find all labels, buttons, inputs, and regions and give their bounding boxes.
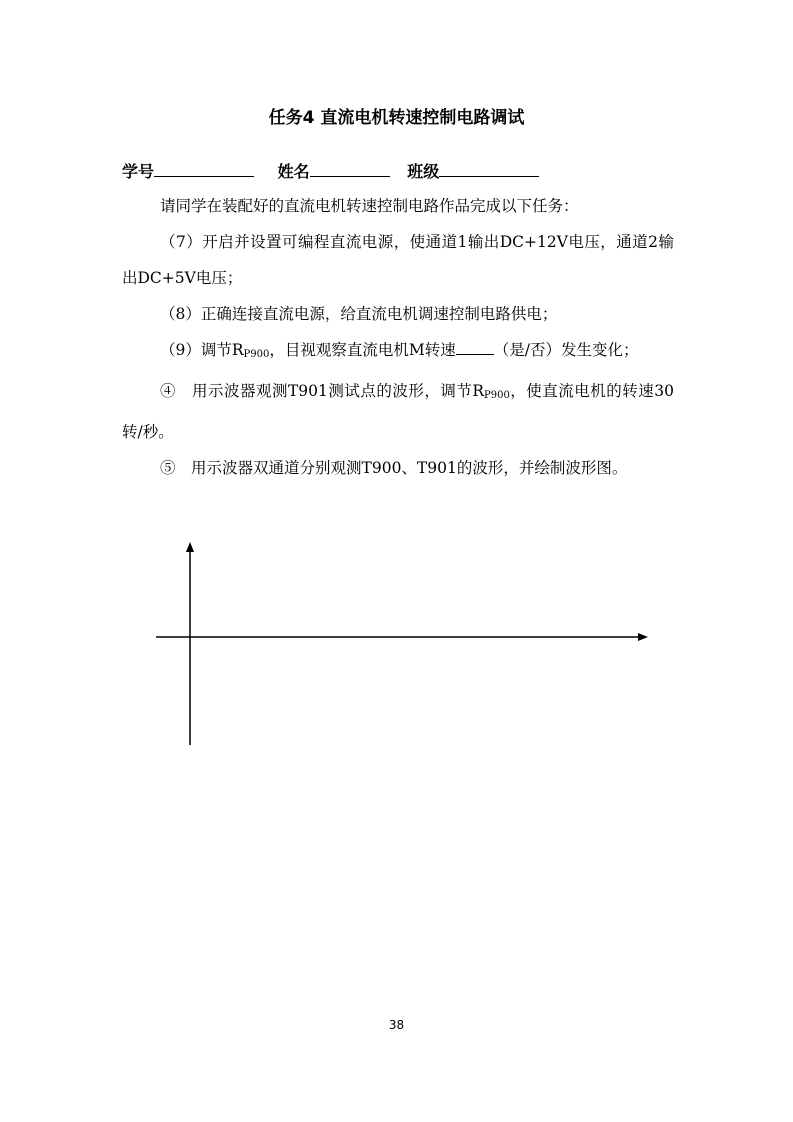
name-field — [278, 156, 390, 186]
task-item-circled-4 — [122, 373, 674, 450]
x-axis-arrow-icon — [638, 633, 648, 641]
item9-text-middle: ，目视观察直流电机M转速 — [269, 341, 456, 359]
document-title: 任务4 直流电机转速控制电路调试 — [268, 108, 525, 128]
student-id-blank[interactable] — [154, 156, 254, 177]
task-item-9 — [122, 332, 674, 373]
class-blank[interactable] — [439, 156, 539, 177]
waveform-axes — [150, 540, 660, 750]
item9-text-before: （9）调节R — [160, 341, 244, 359]
item9-subscript: P900 — [243, 349, 270, 360]
class-label: 班级 — [407, 162, 440, 181]
page-number: 38 — [388, 1018, 405, 1032]
item4-text-after: ，使直流电机的转速30转/秒。 — [122, 382, 674, 441]
name-label: 姓名 — [277, 162, 310, 181]
task-item-8: （8）正确连接直流电源，给直流电机调速控制电路供电； — [160, 305, 558, 323]
item4-text-before: ④ 用示波器观测T901测试点的波形，调节R — [160, 382, 484, 400]
task-item-7: （7）开启并设置可编程直流电源，使通道1输出DC+12V电压，通道2输出DC+5V电压； — [122, 233, 674, 287]
student-id-field — [122, 156, 254, 186]
intro-paragraph: 请同学在装配好的直流电机转速控制电路作品完成以下任务： — [160, 197, 579, 215]
student-info-line — [122, 156, 682, 186]
item9-text-after: （是/否）发生变化； — [493, 341, 639, 359]
name-blank[interactable] — [310, 156, 390, 177]
y-axis-arrow-icon — [186, 542, 194, 552]
task-item-circled-5: ⑤ 用示波器双通道分别观测T900、T901的波形，并绘制波形图。 — [160, 459, 628, 477]
item4-subscript: P900 — [483, 390, 510, 401]
task-instructions — [122, 188, 674, 486]
student-id-label: 学号 — [122, 162, 155, 181]
item9-answer-blank[interactable] — [456, 338, 494, 355]
class-field — [407, 156, 539, 186]
